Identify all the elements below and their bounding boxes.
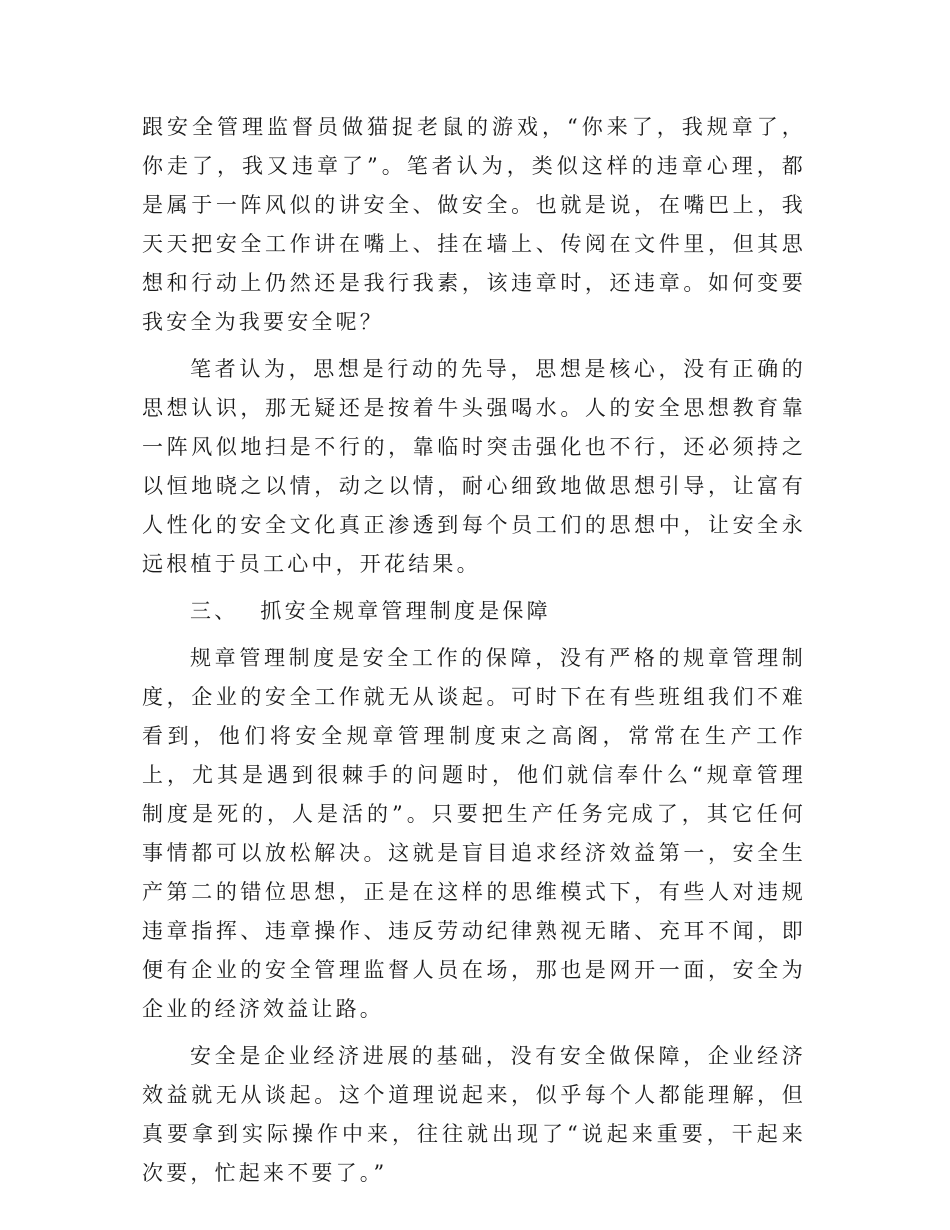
paragraph-thought-guidance: 笔者认为，思想是行动的先导，思想是核心，没有正确的思想认识，那无疑还是按着牛头强喝水。人的安全思想教育靠一阵风似地扫是不行的，靠临时突击强化也不行，还必须持之以恒地晓之以情，动之以情，耐心细致地做思想引导，让富有人性化的安全文化真正渗透到每个员工们的思想中，让安全永远根植于员工心中，开花结果。 [142, 357, 806, 576]
paragraph-rules-guarantee: 规章管理制度是安全工作的保障，没有严格的规章管理制度，企业的安全工作就无从谈起。可时下在有些班组我们不难看到，他们将安全规章管理制度束之高阁，常常在生产工作上，尤其是遇到很棘手的问题时，他们就信奉什么“规章管理制度是死的，人是活的”。只要把生产任务完成了，其它任何事情都可以放松解决。这就是盲目追求经济效益第一，安全生产第二的错位思想，正是在这样的思维模式下，有些人对违规违章指挥、违章操作、违反劳动纪律熟视无睹、充耳不闻，即便有企业的安全管理监督人员在场，那也是网开一面，安全为企业的经济效益让路。 [142, 646, 806, 1021]
document-body [142, 108, 806, 1201]
section-heading [142, 592, 806, 631]
section-heading-title: 抓安全规章管理制度是保障 [260, 599, 551, 623]
paragraph-continuation: 跟安全管理监督员做猫捉老鼠的游戏，“你来了，我规章了，你走了，我又违章了”。笔者认为，类似这样的违章心理，都是属于一阵风似的讲安全、做安全。也就是说，在嘴巴上，我天天把安全工作讲在嘴上、挂在墙上、传阅在文件里，但其思想和行动上仍然还是我行我素，该违章时，还违章。如何变要我安全为我要安全呢？ [142, 115, 806, 334]
paragraph-safety-foundation: 安全是企业经济进展的基础，没有安全做保障，企业经济效益就无从谈起。这个道理说起来，似乎每个人都能理解，但真要拿到实际操作中来，往往就出现了“说起来重要，干起来次要，忙起来不要了。” [142, 1044, 806, 1185]
section-heading-number: 三、 [190, 599, 239, 623]
